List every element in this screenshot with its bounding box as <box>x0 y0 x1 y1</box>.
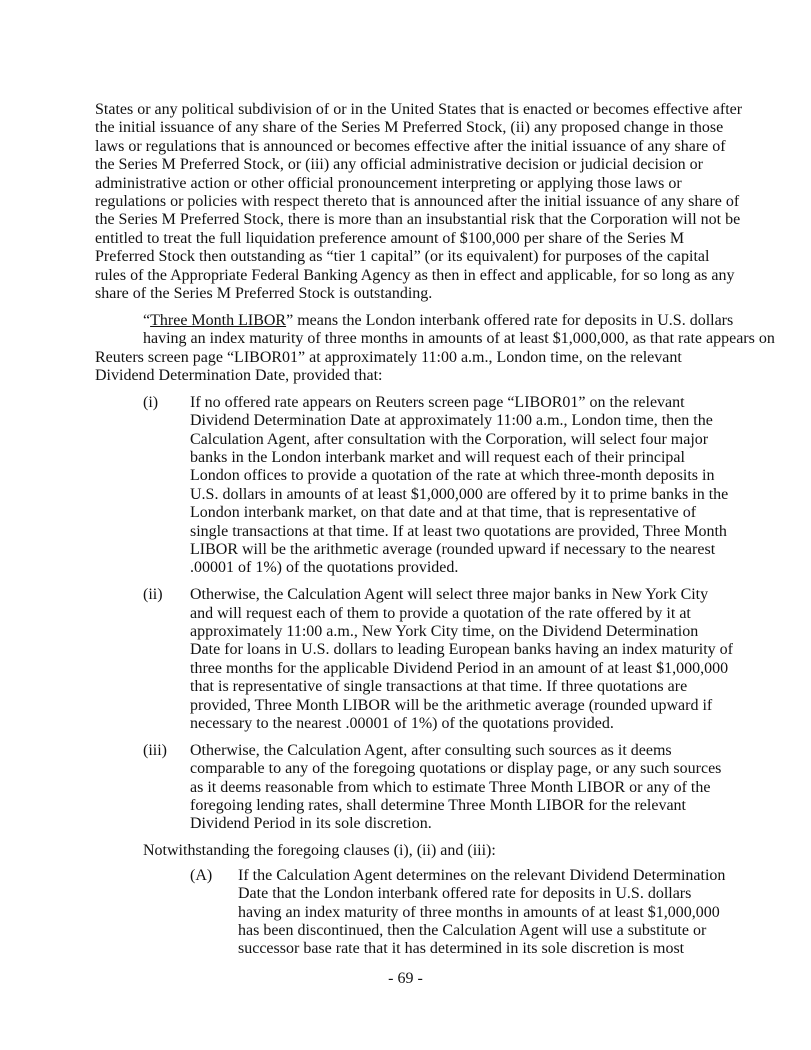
paragraph-tier1-definition <box>95 101 743 303</box>
clause-i <box>95 394 735 578</box>
text-line: the initial issuance of any share of the Series M Preferred Stock, (ii) any proposed change in those <box>95 119 724 137</box>
text-line: approximately 11:00 a.m., New York City time, on the Dividend Determination <box>190 623 699 641</box>
text-line: States or any political subdivision of or in the United States that is enacted or becomes effective after <box>95 101 743 118</box>
text-line: having an index maturity of three months in amounts of at least $1,000,000 <box>238 903 720 921</box>
text-line: entitled to treat the full liquidation preference amount of $100,000 per share of the Series M <box>95 229 685 247</box>
text-line: the Series M Preferred Stock, there is more than an insubstantial risk that the Corporation will not be <box>95 211 741 229</box>
text-line: Dividend Determination Date at approximately 11:00 a.m., London time, then the <box>190 412 713 430</box>
text-line: rules of the Appropriate Federal Banking Agency as then in effect and applicable, for so long as any <box>95 266 735 284</box>
text-line: successor base rate that it has determined in its sole discretion is most <box>238 940 685 958</box>
document-page <box>95 101 775 967</box>
text-line: LIBOR will be the arithmetic average (rounded upward if necessary to the nearest <box>190 540 716 558</box>
text-line: comparable to any of the foregoing quotations or display page, or any such sources <box>190 760 722 778</box>
subclause-label: (A) <box>190 866 213 884</box>
clause-iii <box>95 742 735 834</box>
text-line: Date for loans in U.S. dollars to leading European banks having an index maturity of <box>190 641 733 659</box>
text-line: necessary to the nearest .00001 of 1%) of the quotations provided. <box>190 715 614 732</box>
text-line: foregoing lending rates, shall determine Three Month LIBOR for the relevant <box>190 797 686 815</box>
text-line: provided, Three Month LIBOR will be the arithmetic average (rounded upward if <box>190 696 713 714</box>
subclause-a <box>95 867 735 959</box>
text-line: London offices to provide a quotation of the rate at which three-month deposits in <box>190 467 715 485</box>
clause-ii <box>95 586 735 733</box>
text-line: Calculation Agent, after consultation with the Corporation, will select four major <box>190 430 709 448</box>
text-line: single transactions at that time. If at least two quotations are provided, Three Month <box>190 522 727 540</box>
text-line <box>95 312 735 330</box>
text-line: .00001 of 1%) of the quotations provided. <box>190 559 459 577</box>
text-line: Preferred Stock then outstanding as “tier 1 capital” (or its equivalent) for purposes of the capital <box>95 248 710 266</box>
text-line: banks in the London interbank market and will request each of their principal <box>190 449 685 467</box>
paragraph-three-month-libor <box>95 311 775 386</box>
text-line: laws or regulations that is announced or becomes effective after the initial issuance of any share of <box>95 137 726 155</box>
text-line: If no offered rate appears on Reuters screen page “LIBOR01” on the relevant <box>190 393 685 411</box>
text-line: Dividend Period in its sole discretion. <box>190 815 432 833</box>
clause-text <box>190 586 735 733</box>
subclause-text <box>238 867 735 959</box>
text-line: If the Calculation Agent determines on the relevant Dividend Determination <box>238 866 726 884</box>
text-line: three months for the applicable Dividend Period in an amount of at least $1,000,000 <box>190 659 729 677</box>
text-line: as it deems reasonable from which to estimate Three Month LIBOR or any of the <box>190 778 711 796</box>
text-line: share of the Series M Preferred Stock is outstanding. <box>95 284 433 302</box>
text-line: having an index maturity of three months in amounts of at least $1,000,000, as that rate appears on <box>143 330 775 348</box>
open-quote: “ <box>143 311 151 329</box>
text-line: Otherwise, the Calculation Agent, after consulting such sources as it deems <box>190 741 672 759</box>
clause-text <box>190 394 735 578</box>
defined-term: Three Month LIBOR <box>150 311 287 329</box>
clause-text <box>190 742 735 834</box>
text-line: and will request each of them to provide a quotation of the rate offered by it at <box>190 604 691 622</box>
text-line: London interbank market, on that date and at that time, that is representative of <box>190 504 697 522</box>
text-line: that is representative of single transactions at that time. If three quotations are <box>190 678 688 696</box>
text-line: U.S. dollars in amounts of at least $1,000,000 are offered by it to prime banks in the <box>190 485 729 503</box>
clause-label: (iii) <box>143 741 167 759</box>
text-line: Otherwise, the Calculation Agent will select three major banks in New York City <box>190 586 709 604</box>
text-line: Reuters screen page “LIBOR01” at approximately 11:00 a.m., London time, on the relevant <box>95 348 682 366</box>
text-line: administrative action or other official pronouncement interpreting or applying those laws or <box>95 174 682 192</box>
notwithstanding-paragraph: Notwithstanding the foregoing clauses (i), (ii) and (iii): <box>143 842 496 860</box>
text-line: Date that the London interbank offered rate for deposits in U.S. dollars <box>238 885 692 903</box>
text-line: the Series M Preferred Stock, or (iii) any official administrative decision or judicial decision or <box>95 156 703 174</box>
definition-continuation <box>95 330 775 385</box>
page-number: - 69 - <box>388 970 423 987</box>
definition-text: ” means the London interbank offered rate for deposits in U.S. dollars <box>286 311 734 329</box>
text-line: has been discontinued, then the Calculation Agent will use a substitute or <box>238 921 707 939</box>
clause-label: (i) <box>143 393 159 411</box>
text-line: regulations or policies with respect thereto that is announced after the initial issuance of any share of <box>95 192 740 210</box>
text-line: Dividend Determination Date, provided that: <box>95 366 383 384</box>
clause-label: (ii) <box>143 586 163 604</box>
